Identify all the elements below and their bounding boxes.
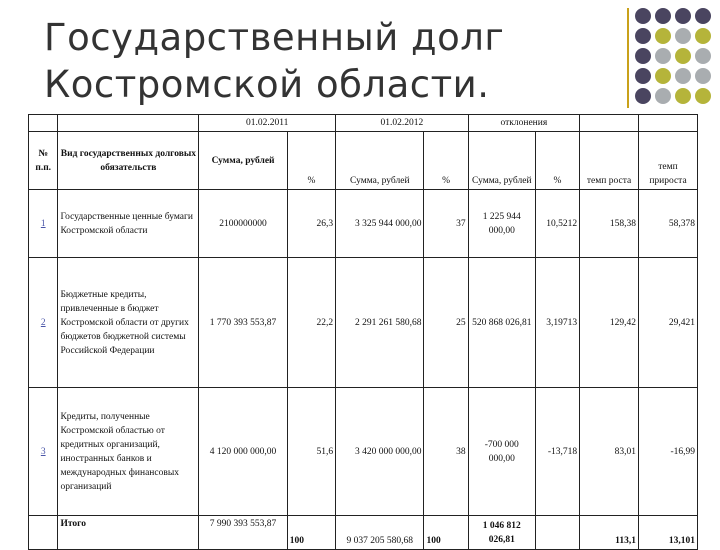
decorative-dot [695, 48, 711, 64]
decorative-dot [655, 68, 671, 84]
header-deviations: отклонения [468, 115, 580, 132]
header-date-2011: 01.02.2011 [199, 115, 336, 132]
row-num: 3 [29, 388, 58, 516]
decorative-dot [675, 8, 691, 24]
row-sum-2012: 3 325 944 000,00 [336, 190, 424, 258]
row-sum-dev: 520 868 026,81 [468, 258, 535, 388]
decorative-dot [635, 88, 651, 104]
total-label: Итого [58, 516, 199, 550]
decorative-dot [675, 28, 691, 44]
decorative-dot [635, 28, 651, 44]
header-sum-2011: Сумма, рублей [199, 132, 287, 190]
title-line-1: Государственный долг [44, 16, 505, 59]
row-sum-2011: 2100000000 [199, 190, 287, 258]
total-sum-2012: 9 037 205 580,68 [336, 516, 424, 550]
row-sum-2011: 4 120 000 000,00 [199, 388, 287, 516]
header-sum-dev: Сумма, рублей [468, 132, 535, 190]
row-increase: -16,99 [639, 388, 698, 516]
accent-divider [627, 8, 629, 108]
total-sum-dev: 1 046 812 026,81 [468, 516, 535, 550]
row-pct-dev: -13,718 [535, 388, 579, 516]
decorative-dot [675, 88, 691, 104]
decorative-dot [655, 48, 671, 64]
row-growth: 158,38 [580, 190, 639, 258]
row-increase: 58,378 [639, 190, 698, 258]
decorative-dot [655, 8, 671, 24]
header-pct-dev: % [535, 132, 579, 190]
row-pct-2012: 38 [424, 388, 468, 516]
decorative-dot [675, 48, 691, 64]
row-growth: 129,42 [580, 258, 639, 388]
decorative-dot [635, 68, 651, 84]
row-num: 2 [29, 258, 58, 388]
debt-table [28, 114, 698, 550]
decorative-dot [635, 8, 651, 24]
row-pct-2011: 51,6 [287, 388, 335, 516]
total-pct-2011: 100 [287, 516, 335, 550]
decorative-dot-grid [635, 8, 717, 108]
total-increase: 13,101 [639, 516, 698, 550]
row-pct-dev: 10,5212 [535, 190, 579, 258]
row-pct-2011: 26,3 [287, 190, 335, 258]
row-type: Кредиты, полученные Костромской областью от кредитных организаций, иностранных банков и международных финансовых организаций [58, 388, 199, 516]
total-pct-2012: 100 [424, 516, 468, 550]
row-sum-dev: -700 000 000,00 [468, 388, 535, 516]
header-increase-rate: темп прироста [639, 132, 698, 190]
row-pct-2012: 25 [424, 258, 468, 388]
row-growth: 83,01 [580, 388, 639, 516]
decorative-dot [655, 28, 671, 44]
row-type: Государственные ценные бумаги Костромской области [58, 190, 199, 258]
row-num: 1 [29, 190, 58, 258]
row-sum-dev: 1 225 944 000,00 [468, 190, 535, 258]
table-row [29, 190, 698, 258]
total-sum-2011: 7 990 393 553,87 [199, 516, 287, 550]
row-pct-dev: 3,19713 [535, 258, 579, 388]
decorative-dot [695, 8, 711, 24]
decorative-dot [675, 68, 691, 84]
header-sum-2012: Сумма, рублей [336, 132, 424, 190]
decorative-dot [695, 28, 711, 44]
decorative-dot [695, 68, 711, 84]
header-pct-2011: % [287, 132, 335, 190]
row-pct-2011: 22,2 [287, 258, 335, 388]
row-type: Бюджетные кредиты, привлеченные в бюджет Костромской области от других бюджетов бюджетной системы Российской Федерации [58, 258, 199, 388]
header-pct-2012: % [424, 132, 468, 190]
title-line-2: Костромской области. [44, 63, 490, 106]
row-pct-2012: 37 [424, 190, 468, 258]
total-row [29, 516, 698, 550]
row-increase: 29,421 [639, 258, 698, 388]
decorative-dot [695, 88, 711, 104]
header-num: № п.п. [29, 132, 58, 190]
header-growth-rate: темп роста [580, 132, 639, 190]
row-sum-2012: 2 291 261 580,68 [336, 258, 424, 388]
decorative-dot [635, 48, 651, 64]
slide-title [44, 14, 504, 108]
table-row [29, 388, 698, 516]
row-sum-2012: 3 420 000 000,00 [336, 388, 424, 516]
total-growth: 113,1 [580, 516, 639, 550]
decorative-dot [655, 88, 671, 104]
header-type: Вид государственных долговых обязательств [58, 132, 199, 190]
row-sum-2011: 1 770 393 553,87 [199, 258, 287, 388]
header-date-2012: 01.02.2012 [336, 115, 469, 132]
table-row [29, 258, 698, 388]
